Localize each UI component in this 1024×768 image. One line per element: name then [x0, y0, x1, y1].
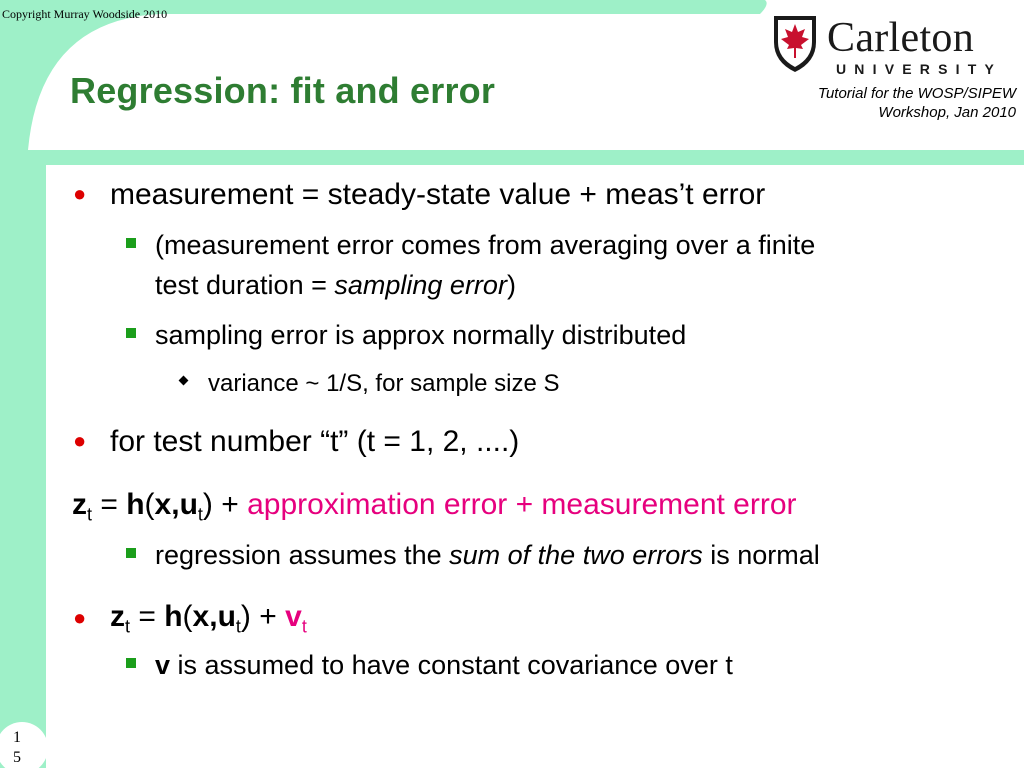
- subtitle-line-2: Workshop, Jan 2010: [878, 104, 1016, 121]
- text-regression-assumes: regression assumes the: [155, 540, 450, 570]
- var-xu: x,u: [154, 488, 198, 521]
- sub-t: t: [125, 616, 131, 637]
- equation-v: [110, 600, 307, 637]
- var-v: v: [285, 600, 302, 633]
- eq-sign: =: [130, 600, 165, 633]
- bullet-square: [126, 238, 136, 248]
- sub-bullet-measurement-error-line-2: [155, 270, 516, 301]
- var-z: z: [110, 600, 125, 633]
- bullet-square: [126, 658, 136, 668]
- text-is-normal: is normal: [702, 540, 820, 570]
- slide-number-digit-2: 5: [13, 749, 21, 766]
- text-test-duration: test duration =: [155, 270, 335, 300]
- sub-t: t: [301, 616, 307, 637]
- bullet-measurement: measurement = steady-state value + meas’t error: [110, 178, 766, 211]
- error-terms: approximation error + measurement error: [247, 488, 797, 521]
- sub-sub-bullet-variance: variance ~ 1/S, for sample size S: [208, 370, 560, 397]
- plus-sign: +: [212, 488, 248, 521]
- slide-number: [13, 728, 31, 768]
- sub-bullet-measurement-error-line-1: (measurement error comes from averaging over a finite: [155, 230, 816, 260]
- sub-t: t: [235, 616, 241, 637]
- var-xu: x,u: [192, 600, 236, 633]
- func-h: h: [126, 488, 145, 521]
- paren-open: (: [144, 488, 155, 521]
- sub-t: t: [87, 504, 93, 525]
- bullet-dot: ●: [73, 605, 87, 630]
- bullet-square: [126, 328, 136, 338]
- plus-sign: +: [250, 600, 286, 633]
- slide-number-digit-1: 1: [13, 729, 21, 746]
- equation-approximation: [72, 488, 797, 525]
- sub-bullet-covariance: [155, 650, 733, 681]
- sub-t: t: [197, 504, 203, 525]
- bullet-test-number: for test number “t” (t = 1, 2, ....): [110, 425, 520, 458]
- eq-sign: =: [92, 488, 127, 521]
- bullet-diamond: [179, 376, 189, 386]
- bullet-square: [126, 548, 136, 558]
- subtitle-line-1: Tutorial for the WOSP/SIPEW: [817, 85, 1016, 102]
- bullet-dot: ●: [73, 428, 87, 453]
- text-close-paren: ): [506, 270, 516, 300]
- slide-title: Regression: fit and error: [70, 70, 496, 111]
- paren-close: ): [202, 488, 213, 521]
- sub-bullet-sampling-normal: sampling error is approx normally distributed: [155, 320, 687, 350]
- text-sampling-error: sampling error: [334, 270, 507, 300]
- copyright-notice: Copyright Murray Woodside 2010: [2, 7, 168, 21]
- func-h: h: [164, 600, 183, 633]
- var-z: z: [72, 488, 87, 521]
- paren-open: (: [182, 600, 193, 633]
- bullet-dot: ●: [73, 181, 87, 206]
- var-v: v: [155, 650, 171, 680]
- logo-university: UNIVERSITY: [836, 61, 1003, 77]
- logo-wordmark: Carleton: [827, 15, 975, 61]
- sub-bullet-regression-normal: [155, 540, 820, 571]
- paren-close: ): [240, 600, 251, 633]
- text-sum-of-errors: sum of the two errors: [449, 540, 703, 570]
- text-covariance: is assumed to have constant covariance over t: [170, 650, 733, 680]
